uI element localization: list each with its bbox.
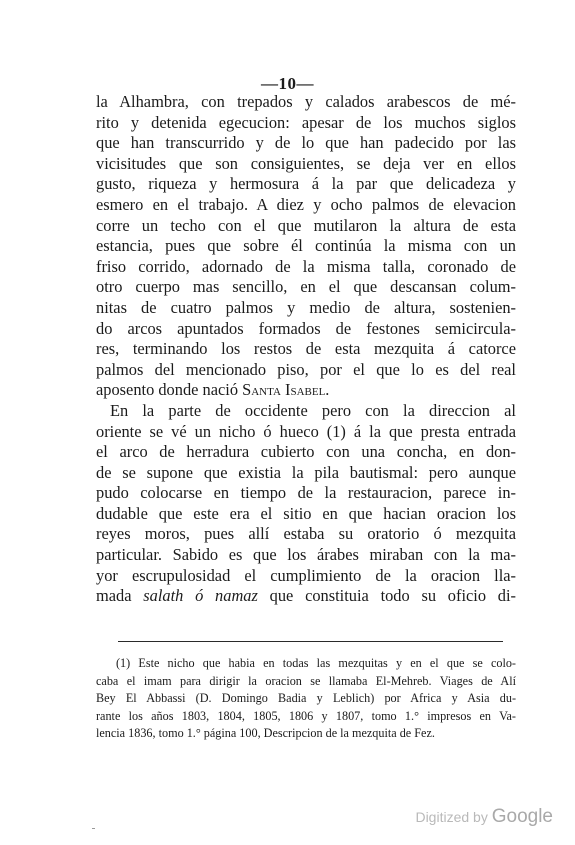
body-text [96, 92, 516, 607]
text-line: vicisitudes que son consiguientes, se deja ver en ellos [96, 153, 516, 173]
text-line: otro cuerpo mas sencillo, en el que descansan colum- [96, 277, 516, 297]
text-segment: aposento donde nació [96, 380, 243, 400]
footnote-line: Bey El Abbassi (D. Domingo Badia y Leblich) por Africa y Asia du- [96, 691, 516, 705]
footnote-line: caba el imam para dirigir la oracion se llamaba El-Mehreb. Viages de Alí [96, 673, 516, 688]
text-segment: . [325, 380, 330, 400]
text-line: rito y detenida egecucion: apesar de los muchos siglos [96, 112, 516, 132]
italic-term: salath ó namaz [143, 586, 258, 606]
digitized-watermark [415, 806, 553, 828]
watermark-prefix: Digitized by [415, 809, 492, 825]
text-line: corre un techo con el que mutilaron la altura de esta [96, 215, 516, 235]
text-line [96, 586, 516, 607]
footnote-line: rante los años 1803, 1804, 1805, 1806 y 1807, tomo 1.° impresos en Va- [96, 708, 516, 723]
text-line: reyes moros, pues allí estaba su oratorio ó mezquita [96, 524, 516, 544]
text-line: particular. Sabido es que los árabes miraban con la ma- [96, 545, 516, 565]
text-line: nitas de cuatro palmos y medio de altura, sostenien- [96, 297, 516, 317]
text-line: friso corrido, adornado de la misma talla, coronado de [96, 256, 516, 276]
text-line: gusto, riqueza y hermosura á la par que delicadeza y [96, 174, 516, 194]
text-line: pudo colocarse en tiempo de la restauracion, parece in- [96, 483, 516, 503]
paragraph-start-line: En la parte de occidente pero con la direccion al [110, 400, 516, 420]
text-line: la Alhambra, con trepados y calados arabescos de mé- [96, 92, 516, 111]
footnote [96, 655, 516, 743]
footnote-line: (1) Este nicho que habia en todas las mezquitas y en el que se colo- [116, 656, 516, 670]
text-line: esmero en el trabajo. A diez y ocho palmos de elevacion [96, 194, 516, 214]
text-line: que han transcurrido y de lo que han padecido por las [96, 133, 516, 153]
name-smallcaps: Santa Isabel [242, 380, 326, 400]
text-line: do arcos apuntados formados de festones semicircula- [96, 318, 516, 338]
footnote-line: lencia 1836, tomo 1.° página 100, Descripcion de la mezquita de Fez. [96, 726, 435, 740]
paragraph-end-line [96, 380, 516, 401]
text-line: el arco de herradura cubierto con una concha, en don- [96, 442, 516, 462]
text-line: yor escrupulosidad el cumplimiento de la oracion lla- [96, 565, 516, 585]
text-segment: mada [96, 586, 144, 606]
text-line: palmos del mencionado piso, por el que lo es del real [96, 359, 516, 379]
footnote-divider [118, 641, 503, 642]
text-line: de se supone que existia la pila bautismal: pero aunque [96, 462, 516, 482]
text-line: estancia, pues que sobre él continúa la misma con un [96, 236, 516, 256]
text-line: dudable que este era el sitio en que hacian oracion los [96, 503, 516, 523]
text-line: oriente se vé un nicho ó hueco (1) á la que presta entrada [96, 421, 516, 441]
text-line: res, terminando los restos de esta mezquita á catorce [96, 339, 516, 359]
watermark-brand: Google [491, 806, 553, 827]
margin-mark [92, 828, 95, 829]
text-segment: que constituia todo su oficio di- [257, 586, 516, 606]
page-number: —10— [261, 74, 314, 93]
